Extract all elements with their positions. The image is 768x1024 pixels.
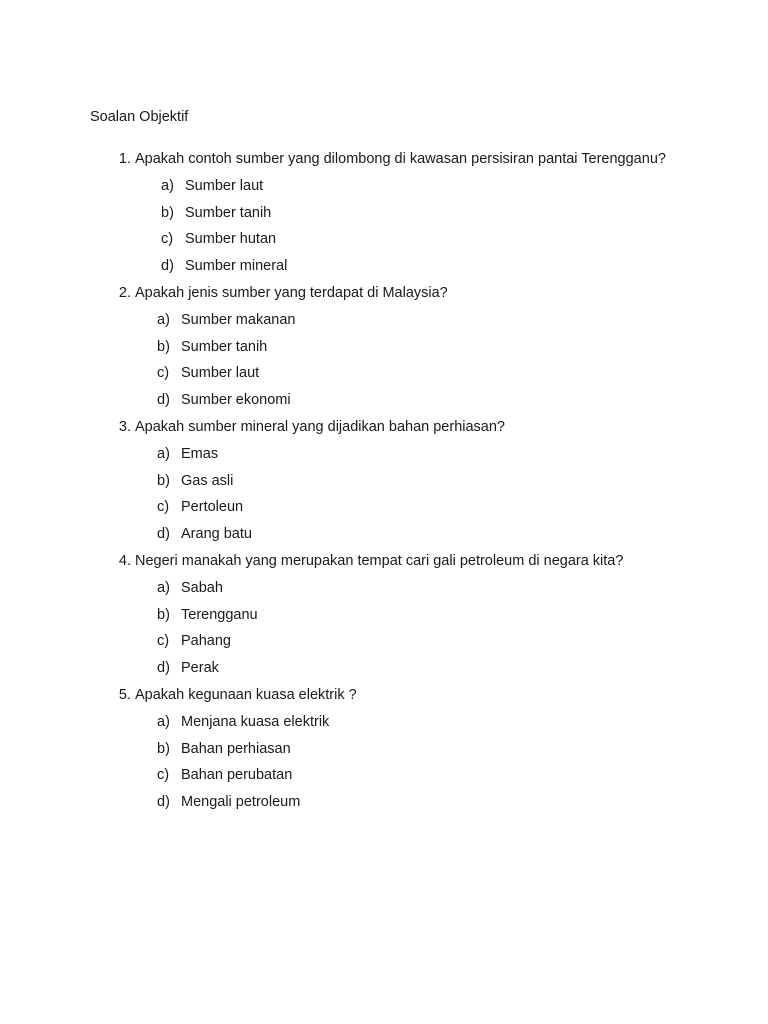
option-letter: a) [161, 177, 174, 194]
option-item [0, 387, 768, 414]
option-item [0, 468, 768, 495]
question-item [0, 414, 768, 548]
question-list [0, 146, 768, 816]
question-number: 3. [118, 418, 131, 435]
option-letter: d) [157, 526, 170, 543]
option-letter: d) [157, 660, 170, 677]
option-letter: b) [157, 338, 170, 355]
option-text: Sumber laut [181, 365, 260, 382]
option-text: Bahan perhiasan [181, 740, 291, 757]
document-title: Soalan Objektif [90, 109, 189, 125]
option-item [0, 521, 768, 548]
option-text: Terengganu [181, 606, 258, 623]
option-text: Pahang [181, 633, 231, 650]
option-text: Emas [181, 445, 219, 462]
option-item [0, 628, 768, 655]
question-item [0, 146, 768, 280]
option-item [0, 307, 768, 334]
option-item [0, 789, 768, 816]
option-item [0, 602, 768, 629]
option-list [0, 709, 768, 816]
question-text: Apakah sumber mineral yang dijadikan bahan perhiasan? [135, 418, 505, 435]
option-item [0, 655, 768, 682]
option-text: Perak [181, 660, 219, 677]
option-letter: c) [161, 231, 174, 248]
option-item [0, 360, 768, 387]
question-text: Negeri manakah yang merupakan tempat cari gali petroleum di negara kita? [135, 552, 624, 569]
option-letter: b) [157, 740, 170, 757]
question-number: 2. [118, 284, 131, 301]
option-text: Pertoleun [181, 499, 244, 516]
option-item [0, 173, 768, 200]
option-text: Sumber makanan [181, 311, 296, 328]
option-letter: d) [161, 258, 174, 275]
option-letter: a) [157, 579, 170, 596]
option-item [0, 575, 768, 602]
option-letter: c) [157, 633, 170, 650]
question-number: 1. [118, 151, 131, 167]
option-item [0, 709, 768, 736]
question-number: 5. [118, 686, 131, 703]
option-text: Sabah [181, 579, 223, 596]
option-text: Sumber tanih [185, 204, 272, 221]
option-item [0, 200, 768, 227]
option-letter: a) [157, 445, 170, 462]
option-item [0, 762, 768, 789]
option-letter: a) [157, 713, 170, 730]
question-item [0, 682, 768, 816]
option-text: Sumber ekonomi [181, 392, 291, 409]
question-text: Apakah jenis sumber yang terdapat di Malaysia? [135, 284, 448, 301]
option-item [0, 494, 768, 521]
option-letter: b) [161, 204, 174, 221]
option-item [0, 441, 768, 468]
option-list [0, 441, 768, 548]
option-text: Bahan perubatan [181, 767, 293, 784]
option-list [0, 307, 768, 414]
option-list [0, 575, 768, 682]
option-text: Menjana kuasa elektrik [181, 713, 330, 730]
option-letter: b) [157, 606, 170, 623]
option-text: Mengali petroleum [181, 794, 301, 811]
question-text: Apakah contoh sumber yang dilombong di kawasan persisiran pantai Terengganu? [135, 151, 666, 167]
option-letter: d) [157, 794, 170, 811]
option-text: Sumber mineral [185, 258, 288, 275]
option-letter: c) [157, 767, 170, 784]
question-text: Apakah kegunaan kuasa elektrik ? [135, 686, 357, 703]
option-text: Sumber tanih [181, 338, 268, 355]
option-letter: b) [157, 472, 170, 489]
option-letter: d) [157, 392, 170, 409]
option-text: Sumber laut [185, 177, 264, 194]
question-item [0, 548, 768, 682]
option-letter: a) [157, 311, 170, 328]
option-letter: c) [157, 365, 170, 382]
option-letter: c) [157, 499, 170, 516]
option-list [0, 173, 768, 280]
option-item [0, 334, 768, 361]
option-text: Arang batu [181, 526, 252, 543]
option-text: Gas asli [181, 472, 234, 489]
option-text: Sumber hutan [185, 231, 277, 248]
option-item [0, 226, 768, 253]
option-item [0, 736, 768, 763]
question-number: 4. [118, 552, 131, 569]
question-item [0, 280, 768, 414]
option-item [0, 253, 768, 280]
